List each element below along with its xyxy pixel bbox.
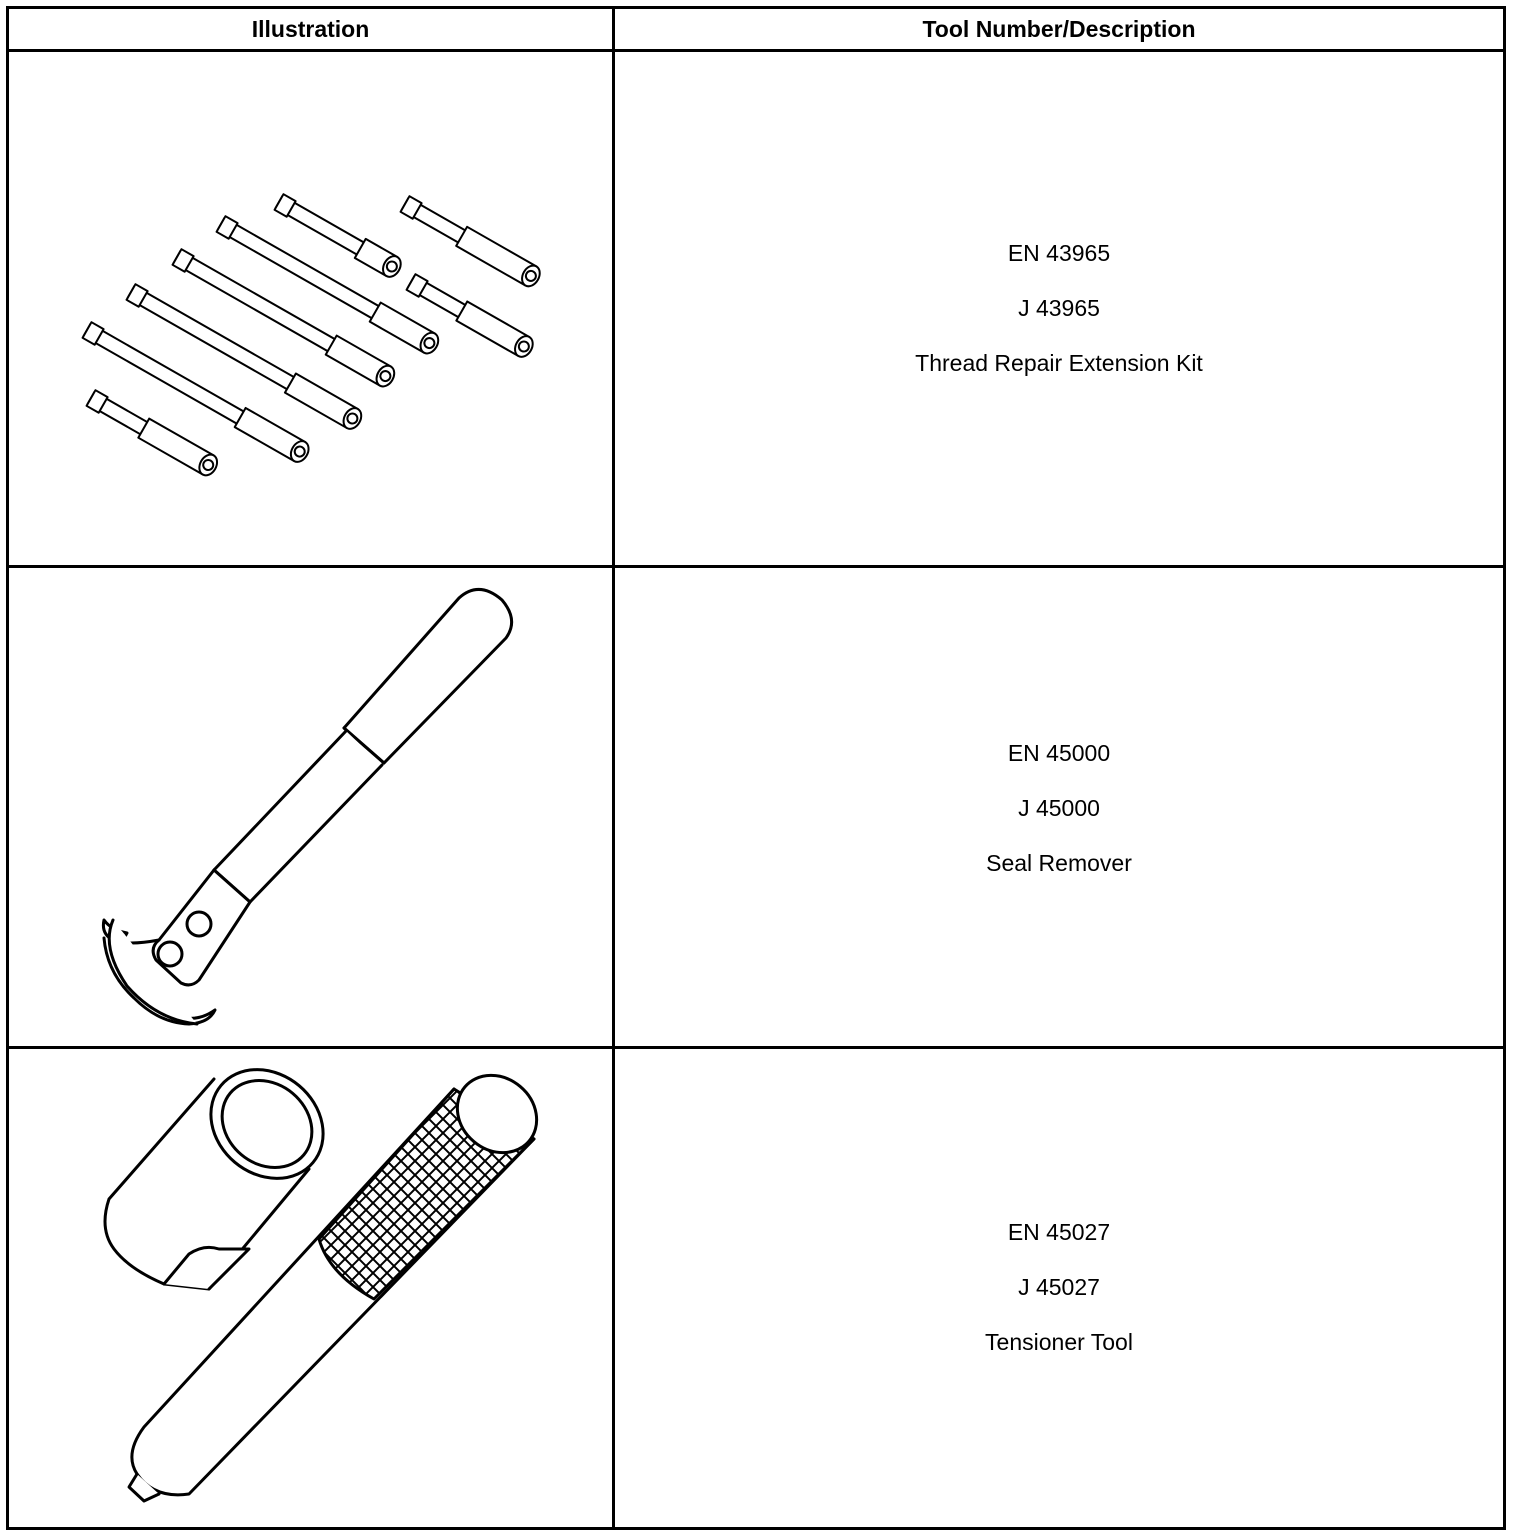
table-row — [8, 567, 1505, 1048]
header-illustration: Illustration — [8, 8, 614, 51]
extension-rod — [400, 194, 544, 289]
illustration-cell — [8, 567, 614, 1048]
thread-repair-extension-kit-illustration — [9, 52, 615, 565]
description-cell — [614, 51, 1505, 567]
description-cell — [614, 567, 1505, 1048]
table-row — [8, 1048, 1505, 1529]
j-tool-number: J 45027 — [1018, 1274, 1100, 1300]
seal-remover-illustration — [9, 568, 615, 1046]
en-tool-number: EN 45027 — [1007, 1219, 1111, 1245]
tool-description — [615, 238, 1503, 403]
tensioner-tool-illustration — [9, 1049, 615, 1527]
tool-description — [615, 1217, 1503, 1382]
tool-name: Tensioner Tool — [985, 1329, 1133, 1355]
table-row — [8, 51, 1505, 567]
illustration-cell — [8, 51, 614, 567]
illustration-cell — [8, 1048, 614, 1529]
en-tool-number: EN 45000 — [1007, 740, 1111, 766]
tool-name: Seal Remover — [986, 850, 1132, 876]
tool-name: Thread Repair Extension Kit — [915, 350, 1203, 376]
j-tool-number: J 43965 — [1018, 295, 1100, 321]
special-tools-table — [6, 6, 1506, 1530]
en-tool-number: EN 43965 — [1007, 240, 1111, 266]
header-tool-number-description: Tool Number/Description — [614, 8, 1505, 51]
header-row — [8, 8, 1505, 51]
j-tool-number: J 45000 — [1018, 795, 1100, 821]
tool-description — [615, 738, 1503, 903]
description-cell — [614, 1048, 1505, 1529]
extension-rod — [82, 320, 313, 465]
